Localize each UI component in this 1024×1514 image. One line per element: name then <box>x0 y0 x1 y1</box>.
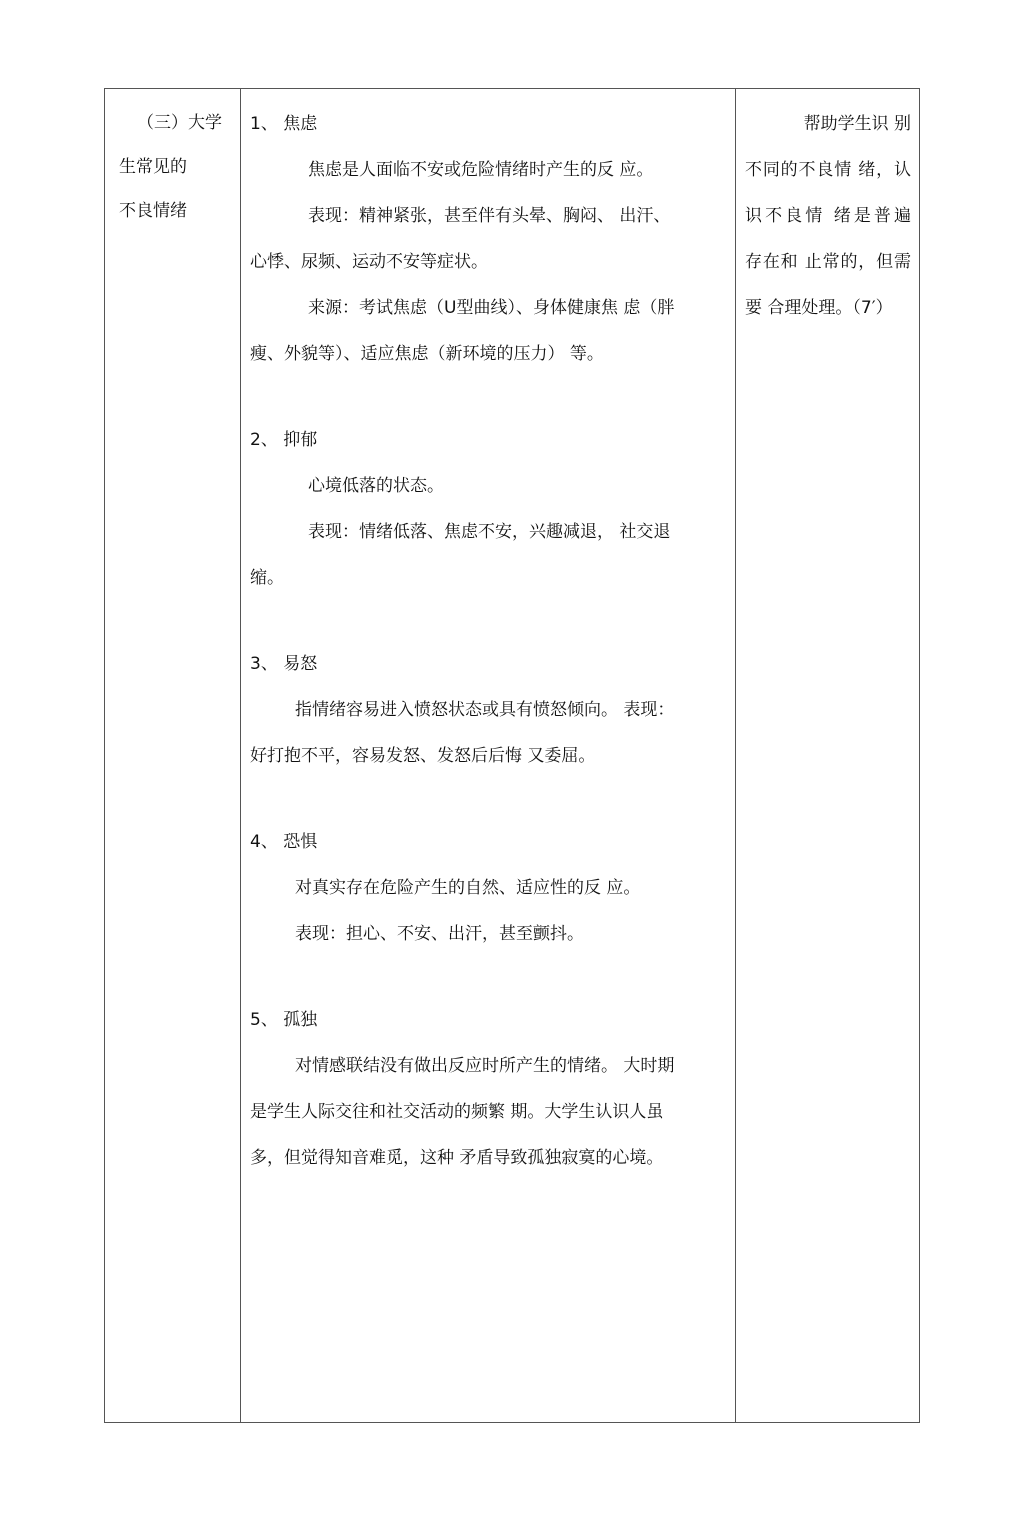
item-paragraph: 缩。 <box>250 568 284 588</box>
note-line: 存在和 止常的，但需 <box>745 252 911 272</box>
lesson-plan-table <box>104 88 920 1423</box>
item-paragraph: 表现：情绪低落、焦虑不安，兴趣减退， 社交退 <box>308 522 671 542</box>
item-paragraph: 心悸、尿频、运动不安等症状。 <box>250 252 488 272</box>
item-paragraph: 心境低落的状态。 <box>308 476 444 496</box>
section-title-line: 不良情绪 <box>119 201 187 221</box>
item-heading: 5、 孤独 <box>250 1010 318 1030</box>
content-cell <box>241 101 735 1181</box>
item-paragraph: 多，但觉得知音难觅，这种 矛盾导致孤独寂寞的心境。 <box>250 1148 664 1168</box>
item-paragraph: 对真实存在危险产生的自然、适应性的反 应。 <box>295 878 641 898</box>
section-title-cell <box>105 101 240 233</box>
item-paragraph: 来源：考试焦虑（U型曲线）、身体健康焦 虑（胖 <box>308 298 675 318</box>
note-line: 要 合理处理。（7′） <box>745 298 893 318</box>
note-line: 识不良情 绪是普遍 <box>745 206 911 226</box>
note-line: 帮助学生识 别 <box>803 114 911 134</box>
section-title-line: （三）大学 <box>137 113 222 133</box>
item-heading: 1、 焦虑 <box>250 114 318 134</box>
item-heading: 2、 抑郁 <box>250 430 318 450</box>
item-heading: 4、 恐惧 <box>250 832 318 852</box>
note-line: 不同的不良情 绪，认 <box>745 160 911 180</box>
item-paragraph: 表现：精神紧张，甚至伴有头晕、胸闷、 出汗、 <box>308 206 671 226</box>
item-paragraph: 瘦、外貌等）、适应焦虑（新环境的压力） 等。 <box>250 344 604 364</box>
teaching-notes-cell <box>736 101 921 331</box>
item-paragraph: 焦虑是人面临不安或危险情绪时产生的反 应。 <box>308 160 654 180</box>
item-paragraph: 表现：担心、不安、出汗，甚至颤抖。 <box>295 924 584 944</box>
item-paragraph: 是学生人际交往和社交活动的频繁 期。大学生认识人虽 <box>250 1102 664 1122</box>
item-heading: 3、 易怒 <box>250 654 318 674</box>
item-paragraph: 对情感联结没有做出反应时所产生的情绪。 大时期 <box>295 1056 675 1076</box>
item-paragraph: 好打抱不平，容易发怒、发怒后后悔 又委屈。 <box>250 746 596 766</box>
section-title-line: 生常见的 <box>119 157 187 177</box>
item-paragraph: 指情绪容易进入愤怒状态或具有愤怒倾向。 表现： <box>295 700 675 720</box>
